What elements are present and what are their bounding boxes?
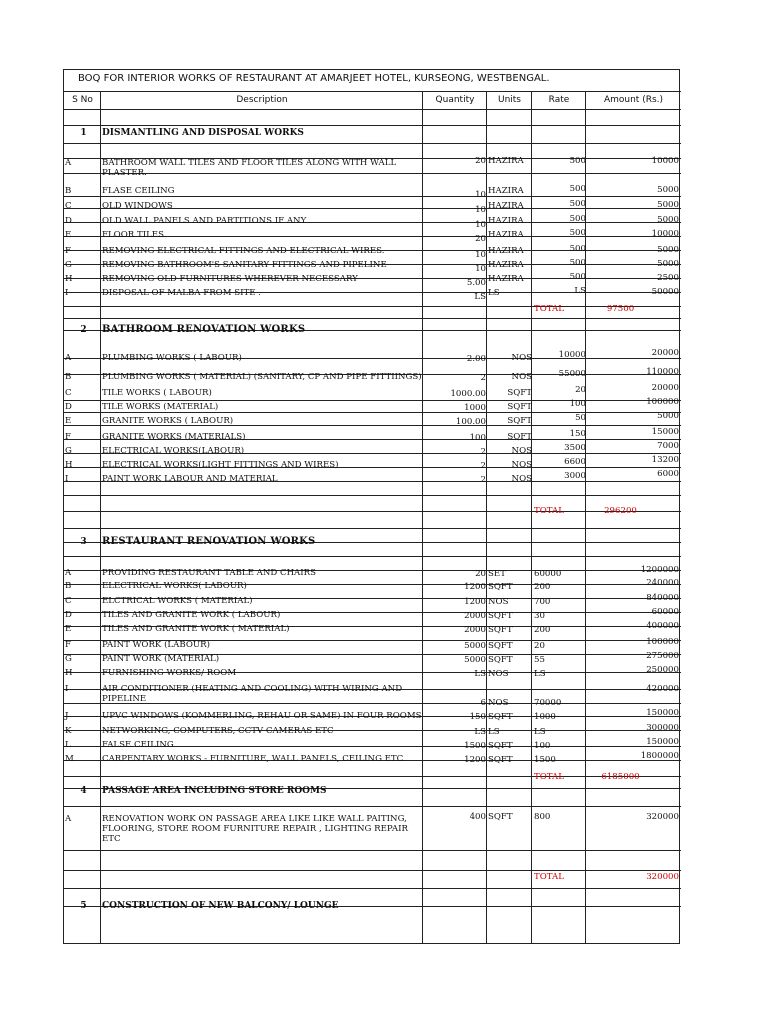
item-amount: 5000 [657, 259, 679, 269]
item-rate: LS [534, 727, 546, 737]
item-sno: I [65, 474, 69, 484]
item-quantity: 20 [475, 156, 486, 166]
item-description: REMOVING ELECTRICAL FITTINGS AND ELECTRICAL WIRES. [102, 246, 385, 256]
item-sno: A [65, 814, 72, 824]
item-quantity: 150 [469, 712, 486, 722]
item-amount: 20000 [651, 348, 679, 358]
item-description: BATHROOM WALL TILES AND FLOOR TILES ALONG WITH WALL PLASTER. [102, 158, 397, 178]
item-amount: 300000 [646, 723, 679, 733]
item-description: DISPOSAL OF MALBA FROM SITE . [102, 288, 261, 298]
item-unit: SQFT [507, 388, 532, 398]
item-amount: 15000 [651, 427, 679, 437]
section-number: 5 [80, 901, 87, 911]
section-total-label: TOTAL [534, 872, 564, 882]
item-quantity: 2000 [464, 611, 486, 621]
section-number: 2 [80, 325, 87, 335]
section-title: CONSTRUCTION OF NEW BALCONY/ LOUNGE [102, 901, 339, 911]
item-rate: 700 [534, 597, 551, 607]
item-unit: SQFT [488, 655, 513, 665]
item-description: ELCTRICAL WORKS ( MATERIAL) [102, 596, 253, 606]
item-quantity: 10 [475, 220, 486, 230]
item-description: PROVIDING RESTAURANT TABLE AND CHAIRS [102, 568, 317, 578]
item-unit: SET [488, 569, 506, 579]
grid-line [64, 806, 681, 807]
item-sno: L [65, 740, 71, 750]
item-amount: 1200000 [640, 565, 679, 575]
header-description: Description [101, 92, 423, 110]
section-total-label: TOTAL [534, 772, 564, 782]
item-amount: 400000 [646, 621, 679, 631]
item-rate: 70000 [534, 698, 562, 708]
header-amount: Amount (Rs.) [586, 92, 681, 110]
item-rate: 500 [569, 244, 586, 254]
item-quantity: 20 [475, 569, 486, 579]
section-title: DISMANTLING AND DISPOSAL WORKS [102, 128, 304, 138]
item-rate: 3500 [564, 443, 586, 453]
section-title: BATHROOM RENOVATION WORKS [102, 324, 306, 335]
item-amount: 5000 [657, 215, 679, 225]
item-unit: HAZIRA [488, 156, 524, 166]
item-sno: B [65, 186, 72, 196]
section-number: 1 [80, 128, 87, 138]
grid-line [64, 870, 681, 871]
item-amount: 150000 [646, 737, 679, 747]
item-description: FURNISHING WORKS/ ROOM [102, 668, 237, 678]
item-description: RENOVATION WORK ON PASSAGE AREA LIKE LIKE WALL PAITING, FLOORING, STORE ROOM FURNITURE REPAIR , LIGHTING REPAIR ETC [102, 814, 408, 844]
item-sno: F [65, 432, 71, 442]
item-quantity: 5000 [464, 655, 486, 665]
item-amount: 275000 [646, 651, 679, 661]
item-quantity: 400 [469, 812, 486, 822]
item-sno: F [65, 246, 71, 256]
item-unit: LS [488, 288, 500, 298]
item-description: AIR CONDITIONER (HEATING AND COOLING) WITH WIRING AND PIPELINE [102, 684, 403, 704]
grid-line [64, 495, 681, 496]
header-quantity: Quantity [423, 92, 487, 110]
item-quantity: 6 [480, 698, 486, 708]
item-unit: NOS [511, 460, 532, 470]
item-unit: SQFT [507, 402, 532, 412]
grid-line [64, 196, 681, 197]
item-unit: SQFT [488, 641, 513, 651]
item-unit: LS [488, 727, 500, 737]
item-amount: 20000 [651, 383, 679, 393]
item-description: REMOVING OLD FURNITURES WHEREVER NECESSARY [102, 274, 358, 284]
item-rate: 200 [534, 582, 551, 592]
item-rate: 55000 [558, 369, 586, 379]
item-amount: 2500 [657, 273, 679, 283]
item-quantity: 5000 [464, 641, 486, 651]
section-total-label: TOTAL [534, 506, 564, 516]
item-quantity: 2000 [464, 625, 486, 635]
item-amount: 60000 [651, 607, 679, 617]
section-number: 3 [80, 537, 87, 547]
item-amount: 13200 [651, 455, 679, 465]
grid-line [64, 888, 681, 889]
item-rate: 500 [569, 199, 586, 209]
item-amount: 10000 [651, 229, 679, 239]
item-sno: C [65, 388, 72, 398]
item-description: GRANITE WORKS (MATERIALS) [102, 432, 246, 442]
item-rate: 30 [534, 611, 545, 621]
item-rate: 1000 [534, 712, 556, 722]
item-sno: B [65, 372, 72, 382]
grid-line [422, 92, 423, 944]
item-amount: 240000 [646, 578, 679, 588]
item-description: GRANITE WORKS ( LABOUR) [102, 416, 234, 426]
item-description: ELECTRICAL WORKS(LABOUR) [102, 446, 245, 456]
item-sno: C [65, 596, 72, 606]
item-amount: 5000 [657, 200, 679, 210]
item-description: UPVC WINDOWS (KOMMERLING, REHAU OR SAME) IN FOUR ROOMS [102, 711, 422, 721]
item-rate: 500 [569, 272, 586, 282]
item-unit: SQFT [488, 611, 513, 621]
section-number: 4 [80, 786, 87, 796]
item-sno: K [65, 726, 72, 736]
item-sno: E [65, 624, 72, 634]
item-sno: G [65, 654, 72, 664]
grid-line [64, 143, 681, 144]
item-unit: HAZIRA [488, 186, 524, 196]
item-rate: 20 [575, 385, 586, 395]
item-description: CARPENTARY WORKS - FURNITURE, WALL PANELS, CEILING ETC [102, 754, 404, 764]
item-quantity: 2.00 [466, 354, 486, 364]
item-rate: 150 [569, 429, 586, 439]
item-rate: 500 [569, 214, 586, 224]
item-description: FLOOR TILES [102, 230, 164, 240]
item-description: FALSE CEILING [102, 740, 174, 750]
item-amount: 5000 [657, 185, 679, 195]
item-description: OLD WALL PANELS AND PARTITIONS IF ANY [102, 216, 307, 226]
item-rate: 800 [534, 812, 551, 822]
section-total-value: 296200 [604, 506, 637, 516]
item-sno: A [65, 353, 72, 363]
item-amount: 5000 [657, 411, 679, 421]
item-unit: SQFT [488, 812, 513, 822]
item-sno: H [65, 668, 73, 678]
item-description: TILE WORKS ( LABOUR) [102, 388, 212, 398]
item-rate: 3000 [564, 471, 586, 481]
item-quantity: 10 [475, 264, 486, 274]
item-description: PAINT WORK LABOUR AND MATERIAL [102, 474, 278, 484]
item-quantity: 1000.00 [450, 389, 486, 399]
item-amount: 110000 [646, 367, 679, 377]
item-amount: 50000 [651, 287, 679, 297]
item-unit: HAZIRA [488, 216, 524, 226]
item-amount: 840000 [646, 593, 679, 603]
item-unit: SQFT [507, 416, 532, 426]
item-sno: D [65, 216, 72, 226]
item-unit: SQFT [488, 755, 513, 765]
item-sno: B [65, 581, 72, 591]
item-sno: A [65, 158, 72, 168]
section-total-value: 320000 [646, 872, 679, 882]
item-description: TILE WORKS (MATERIAL) [102, 402, 219, 412]
item-unit: NOS [511, 372, 532, 382]
item-unit: SQFT [488, 582, 513, 592]
item-quantity: 20 [475, 234, 486, 244]
item-quantity: 10 [475, 190, 486, 200]
item-rate: 500 [569, 184, 586, 194]
section-total-value: 6185000 [601, 772, 640, 782]
item-quantity: LS [474, 727, 486, 737]
item-amount: 250000 [646, 665, 679, 675]
item-sno: I [65, 288, 69, 298]
item-description: TILES AND GRANITE WORK ( MATERIAL) [102, 624, 290, 634]
item-unit: SQFT [488, 625, 513, 635]
item-rate: 500 [569, 228, 586, 238]
item-sno: D [65, 402, 72, 412]
grid-line [64, 556, 681, 557]
section-total-label: TOTAL [534, 304, 564, 314]
item-quantity: LS [474, 669, 486, 679]
item-rate: LS [574, 286, 586, 296]
item-amount: 1800000 [640, 751, 679, 761]
item-unit: HAZIRA [488, 260, 524, 270]
item-amount: 7000 [657, 441, 679, 451]
grid-line [64, 528, 681, 529]
item-unit: NOS [488, 597, 509, 607]
item-description: PAINT WORK (MATERIAL) [102, 654, 220, 664]
item-unit: SQFT [507, 432, 532, 442]
item-amount: 420000 [646, 684, 679, 694]
item-amount: 150000 [646, 708, 679, 718]
header-rate: Rate [532, 92, 586, 110]
item-sno: H [65, 274, 73, 284]
grid-line [486, 92, 487, 944]
grid-line [64, 318, 681, 319]
item-unit: HAZIRA [488, 274, 524, 284]
item-rate: 6600 [564, 457, 586, 467]
item-rate: 100 [534, 741, 551, 751]
item-sno: C [65, 201, 72, 211]
item-quantity: 1200 [464, 597, 486, 607]
item-description: ELECTRICAL WORKS(LIGHT FITTINGS AND WIRES) [102, 460, 339, 470]
item-description: TILES AND GRANITE WORK ( LABOUR) [102, 610, 281, 620]
item-description: REMOVING BATHROOM'S SANITARY FITTINGS AND PIPELINE [102, 260, 387, 270]
item-unit: HAZIRA [488, 230, 524, 240]
item-rate: LS [534, 669, 546, 679]
item-quantity: 1200 [464, 755, 486, 765]
item-sno: M [65, 754, 74, 764]
item-unit: NOS [488, 698, 509, 708]
item-quantity: 2 [480, 461, 486, 471]
item-sno: G [65, 260, 72, 270]
item-sno: H [65, 460, 73, 470]
item-unit: NOS [511, 353, 532, 363]
item-unit: SQFT [488, 741, 513, 751]
item-unit: NOS [488, 669, 509, 679]
item-sno: A [65, 568, 72, 578]
item-rate: 500 [569, 156, 586, 166]
section-title: PASSAGE AREA INCLUDING STORE ROOMS [102, 786, 327, 796]
item-sno: E [65, 416, 72, 426]
item-quantity: 10 [475, 250, 486, 260]
item-quantity: 100.00 [455, 417, 486, 427]
item-quantity: 1000 [464, 403, 486, 413]
item-sno: I [65, 684, 69, 694]
grid-line [64, 850, 681, 851]
item-unit: HAZIRA [488, 246, 524, 256]
item-description: PAINT WORK (LABOUR) [102, 640, 210, 650]
item-rate: 200 [534, 625, 551, 635]
grid-line [64, 125, 681, 126]
item-sno: D [65, 610, 72, 620]
item-description: PLUMBING WORKS ( MATERIAL) (SANITARY, CP AND PIPE FITTIINGS) [102, 372, 422, 382]
item-description: NETWORKING, COMPUTERS, CCTV CAMERAS ETC [102, 726, 334, 736]
header-units: Units [487, 92, 532, 110]
item-quantity: 1200 [464, 582, 486, 592]
item-amount: 5000 [657, 245, 679, 255]
item-unit: SQFT [488, 712, 513, 722]
item-rate: 1500 [534, 755, 556, 765]
section-title: RESTAURANT RENOVATION WORKS [102, 536, 316, 547]
item-description: ELECTRICAL WORKS( LABOUR) [102, 581, 247, 591]
item-amount: 320000 [646, 812, 679, 822]
section-total-value: 97500 [606, 304, 635, 314]
item-rate: 55 [534, 655, 545, 665]
item-sno: F [65, 640, 71, 650]
item-quantity: 2 [480, 373, 486, 383]
header-sno: S No [64, 92, 101, 110]
item-unit: NOS [511, 474, 532, 484]
item-description: OLD WINDOWS [102, 201, 173, 211]
item-sno: E [65, 230, 72, 240]
item-quantity: 100 [469, 433, 486, 443]
item-amount: 100000 [646, 637, 679, 647]
item-quantity: 1500 [464, 741, 486, 751]
item-rate: 50 [575, 413, 586, 423]
item-description: PLUMBING WORKS ( LABOUR) [102, 353, 242, 363]
item-unit: NOS [511, 446, 532, 456]
item-sno: G [65, 446, 72, 456]
item-amount: 6000 [657, 469, 679, 479]
item-quantity: 2 [480, 475, 486, 485]
item-rate: 20 [534, 641, 545, 651]
item-description: FLASE CEILING [102, 186, 175, 196]
item-rate: 10000 [558, 350, 586, 360]
item-amount: 100000 [646, 397, 679, 407]
item-sno: J [65, 711, 69, 721]
item-quantity: 5.00 [466, 278, 486, 288]
sheet-title: BOQ FOR INTERIOR WORKS OF RESTAURANT AT AMARJEET HOTEL, KURSEONG, WESTBENGAL. [64, 70, 681, 92]
boq-sheet [63, 69, 680, 944]
item-amount: 10000 [651, 156, 679, 166]
item-rate: 100 [569, 399, 586, 409]
item-rate: 60000 [534, 569, 562, 579]
item-quantity: 10 [475, 205, 486, 215]
item-quantity: LS [474, 292, 486, 302]
item-quantity: 2 [480, 447, 486, 457]
item-unit: HAZIRA [488, 201, 524, 211]
item-rate: 500 [569, 258, 586, 268]
